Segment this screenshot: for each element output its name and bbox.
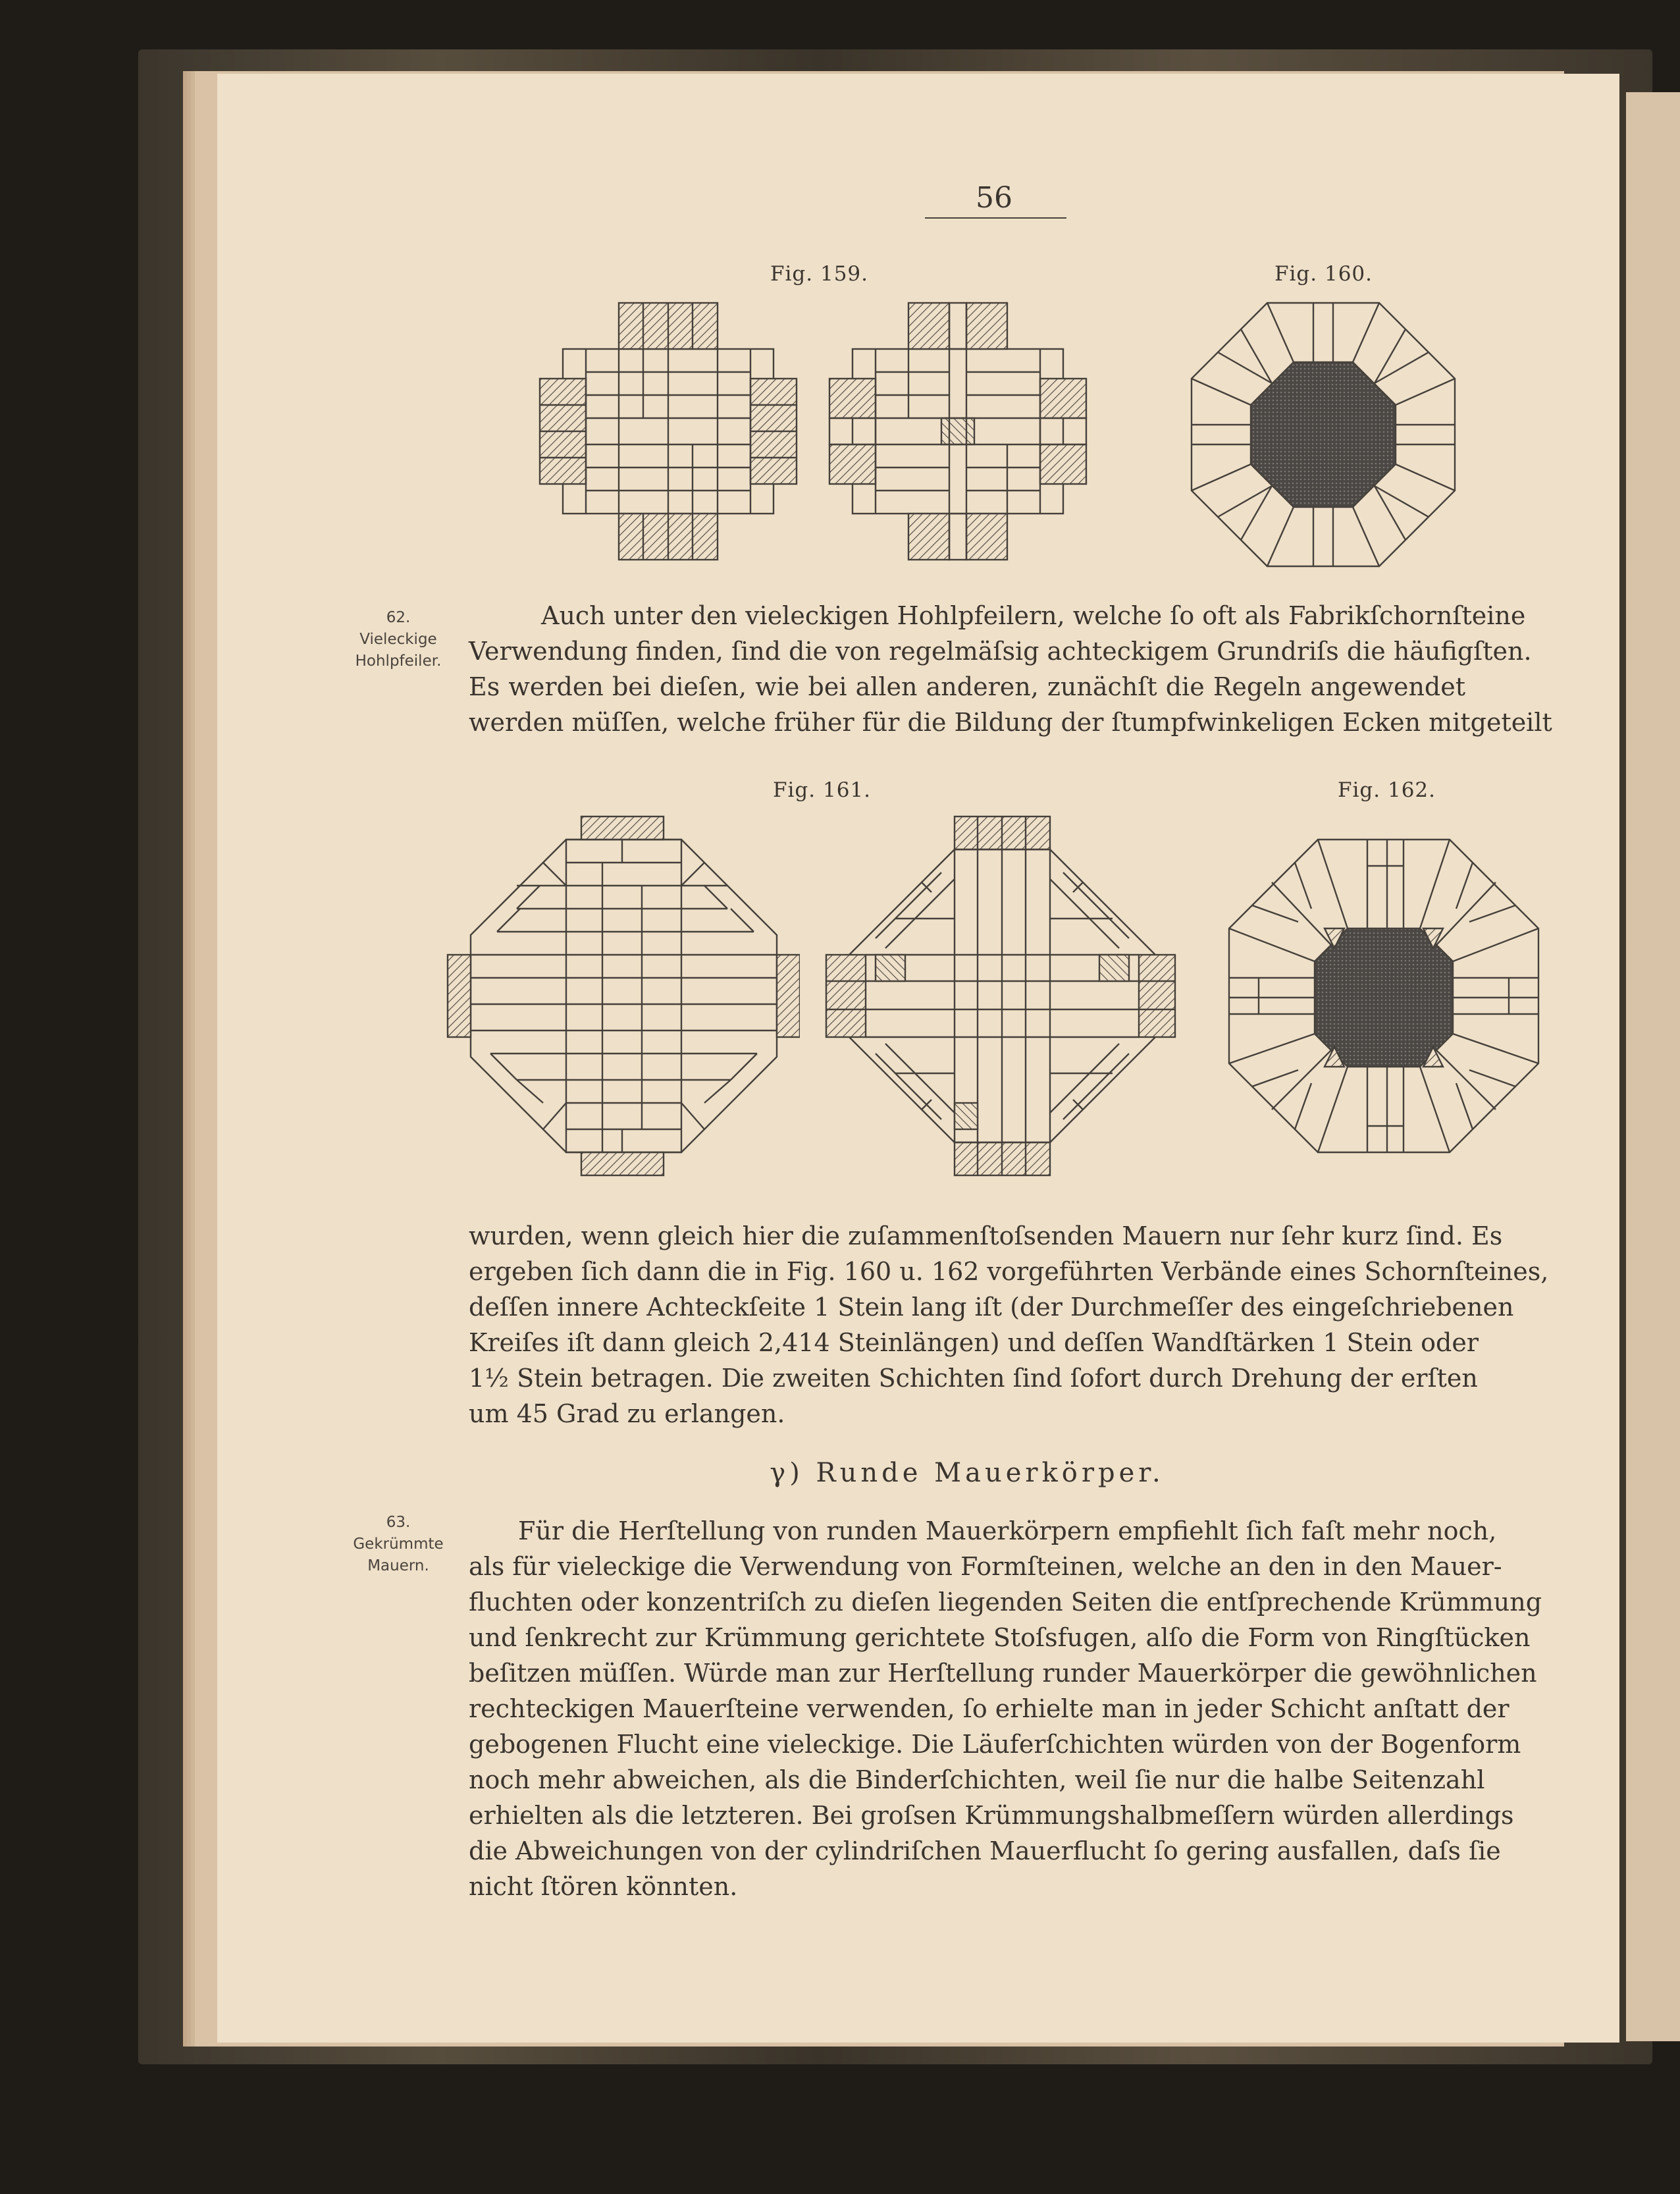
- margin-note-62-line1: Vieleckige: [359, 631, 437, 648]
- paragraph-2-line-2: ergeben ſich dann die in Fig. 160 u. 162 vorgeführten Verbände eines Schornſteines,: [469, 1257, 1549, 1286]
- margin-note-63-line2: Mauern.: [367, 1557, 429, 1574]
- fig-161-left-diagram: [444, 813, 800, 1179]
- paragraph-2-line-3: deſſen innere Achteckſeite 1 Stein lang iſt (der Durchmeſſer des eingeſchriebenen: [469, 1293, 1514, 1322]
- fig-161-right-diagram: [823, 813, 1178, 1179]
- margin-note-62-line2: Hohlpfeiler.: [355, 653, 442, 670]
- paragraph-3-line-4: und ſenkrecht zur Krümmung gerichtete Stoſsfugen, alſo die Form von Ringſtücken: [469, 1623, 1531, 1652]
- paragraph-1-line-1: Auch unter den vieleckigen Hohlpfeilern, welche ſo oft als Fabrikſchornſteine: [541, 601, 1526, 630]
- paragraph-3-line-10: die Abweichungen von der cylindriſchen Mauerflucht ſo gering ausfallen, daſs ſie: [469, 1836, 1501, 1865]
- paragraph-3-line-3: fluchten oder konzentriſch zu dieſen liegenden Seiten die entſprechende Krümmung: [469, 1588, 1542, 1617]
- section-heading: γ) Runde Mauerkörper.: [770, 1458, 1165, 1488]
- paragraph-1-line-3: Es werden bei dieſen, wie bei allen anderen, zunächſt die Regeln angewendet: [469, 672, 1465, 701]
- paragraph-2-line-1: wurden, wenn gleich hier die zuſammenſtoſsenden Mauern nur ſehr kurz ſind. Es: [469, 1221, 1503, 1250]
- margin-note-63-number: 63.: [386, 1514, 411, 1531]
- paragraph-3-line-1: Für die Herſtellung von runden Mauerkörpern empfiehlt ſich faſt mehr noch,: [518, 1516, 1497, 1545]
- fig-159-caption: Fig. 159.: [770, 262, 868, 286]
- paragraph-3-line-9: erhielten als die letzteren. Bei groſsen Krümmungshalbmeſſern würden allerdings: [469, 1801, 1514, 1830]
- paragraph-1-line-2: Verwendung finden, ſind die von regelmäſsig achteckigem Grundriſs die häufigſten.: [469, 637, 1532, 666]
- fig-161-caption: Fig. 161.: [773, 778, 871, 802]
- paragraph-1-line-4: werden müſſen, welche früher für die Bildung der ſtumpfwinkeligen Ecken mitgeteilt: [469, 708, 1552, 737]
- margin-note-63: [342, 1512, 454, 1577]
- fig-160-diagram: [1188, 300, 1458, 570]
- margin-note-63-line1: Gekrümmte: [353, 1536, 444, 1553]
- margin-note-62-number: 62.: [386, 609, 411, 626]
- fig-162-caption: Fig. 162.: [1338, 778, 1436, 802]
- paragraph-3-line-5: beſitzen müſſen. Würde man zur Herſtellung runder Mauerkörper die gewöhnlichen: [469, 1659, 1537, 1688]
- margin-note-62: [342, 607, 454, 672]
- paragraph-2-line-4: Kreiſes iſt dann gleich 2,414 Steinlängen) und deſſen Wandſtärken 1 Stein oder: [469, 1328, 1479, 1357]
- fig-160-caption: Fig. 160.: [1274, 262, 1373, 286]
- fig-159-left-diagram: [537, 300, 800, 570]
- page-number-rule: [925, 217, 1066, 219]
- fig-162-diagram: [1226, 836, 1542, 1159]
- fig-159-right-diagram: [826, 300, 1089, 570]
- paragraph-2-line-5: 1½ Stein betragen. Die zweiten Schichten ſind ſofort durch Drehung der erſten: [469, 1364, 1478, 1393]
- paragraph-3-line-2: als für vieleckige die Verwendung von Formſteinen, welche an den in den Mauer-: [469, 1552, 1502, 1581]
- paragraph-3-line-8: noch mehr abweichen, als die Binderſchichten, weil ſie nur die halbe Seitenzahl: [469, 1765, 1485, 1794]
- paragraph-3-line-7: gebogenen Flucht eine vieleckige. Die Läuferſchichten würden von der Bogenform: [469, 1730, 1521, 1759]
- paragraph-3-line-11: nicht ſtören könnten.: [469, 1872, 738, 1901]
- page-number: 56: [976, 181, 1012, 215]
- paragraph-2-line-6: um 45 Grad zu erlangen.: [469, 1399, 785, 1428]
- facing-page-edge: [1626, 92, 1680, 2041]
- paragraph-3-line-6: rechteckigen Mauerſteine verwenden, ſo erhielte man in jeder Schicht anſtatt der: [469, 1694, 1509, 1723]
